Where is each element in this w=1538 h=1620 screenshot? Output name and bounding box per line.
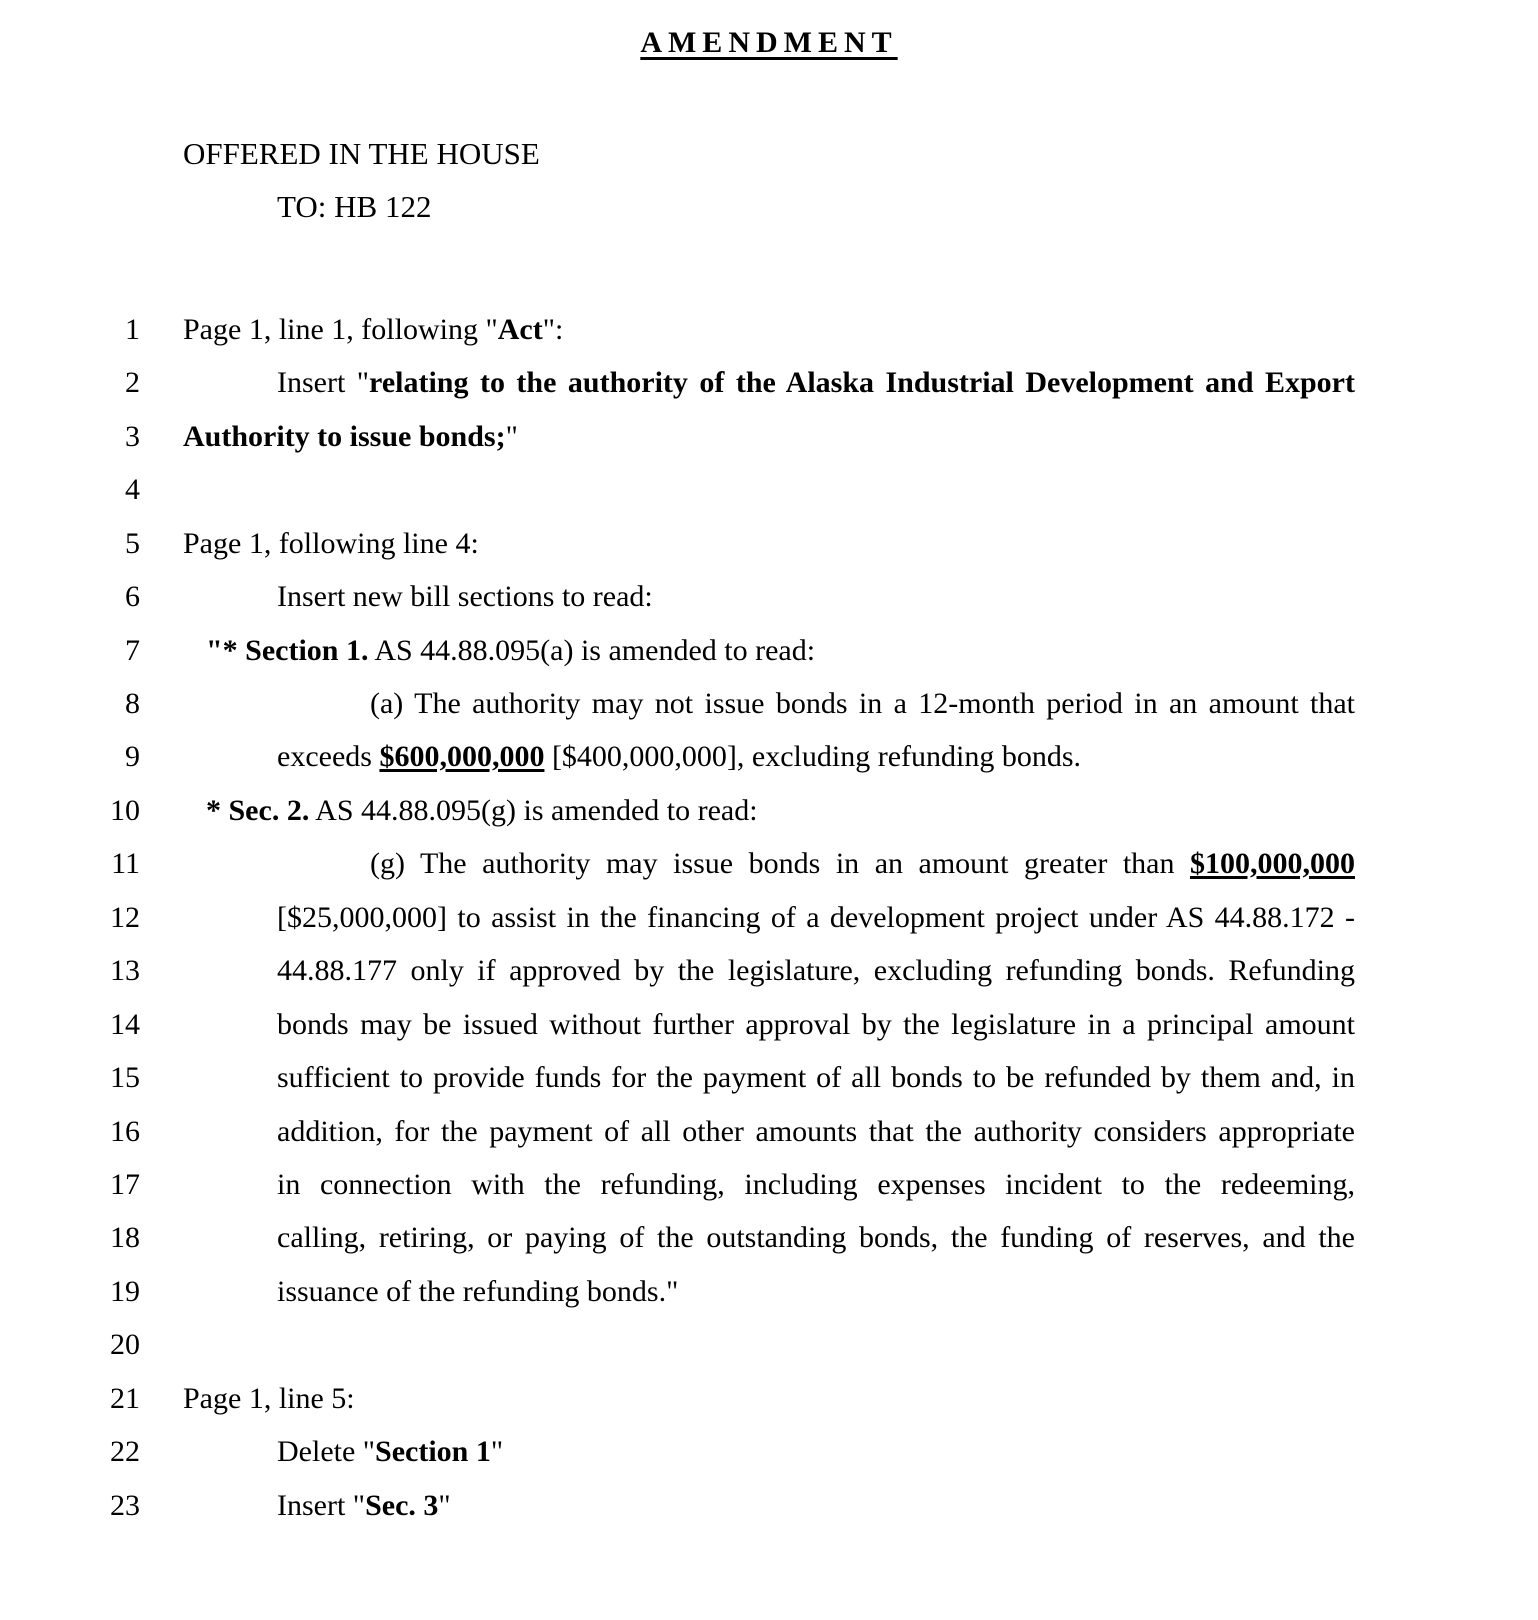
- line-number: 10: [110, 794, 140, 827]
- line-number: 17: [110, 1168, 140, 1201]
- line-text: Page 1, line 1, following "Act":: [183, 313, 564, 346]
- line-text: Page 1, following line 4:: [183, 527, 479, 560]
- line-text: issuance of the refunding bonds.": [277, 1275, 679, 1308]
- line-number: 21: [110, 1382, 140, 1415]
- line-number: 5: [125, 527, 140, 560]
- line-number: 14: [110, 1008, 140, 1041]
- line-number: 7: [125, 634, 140, 667]
- line-number: 1: [125, 313, 140, 346]
- line-text: bonds may be issued without further approval by the legislature in a principal amount: [277, 1008, 1355, 1041]
- line-number: 11: [111, 847, 140, 880]
- line-number: 3: [125, 420, 140, 453]
- section-heading: "* Section 1. AS 44.88.095(a) is amended to read:: [206, 634, 816, 667]
- line-number: 19: [110, 1275, 140, 1308]
- line-text: calling, retiring, or paying of the outstanding bonds, the funding of reserves, and the: [277, 1221, 1355, 1254]
- line-text: [$25,000,000] to assist in the financing of a development project under AS 44.88.172 -: [277, 901, 1355, 934]
- line-number: 9: [125, 740, 140, 773]
- line-number: 15: [110, 1061, 140, 1094]
- line-text: exceeds $600,000,000 [$400,000,000], excluding refunding bonds.: [277, 740, 1082, 773]
- line-number: 20: [110, 1328, 140, 1361]
- new-amount: $600,000,000: [379, 740, 545, 773]
- line-number: 16: [110, 1115, 140, 1148]
- line-text: Insert new bill sections to read:: [277, 580, 653, 613]
- line-number: 13: [110, 954, 140, 987]
- section-heading: * Sec. 2. AS 44.88.095(g) is amended to read:: [206, 794, 758, 827]
- document-title: AMENDMENT: [640, 26, 898, 59]
- line-number: 2: [125, 366, 140, 399]
- line-text: Page 1, line 5:: [183, 1382, 355, 1415]
- line-text: sufficient to provide funds for the payment of all bonds to be refunded by them and, in: [277, 1061, 1355, 1094]
- line-text: (a) The authority may not issue bonds in a 12-month period in an amount that: [370, 687, 1355, 720]
- line-number: 18: [110, 1221, 140, 1254]
- line-text: addition, for the payment of all other amounts that the authority considers appropriate: [277, 1115, 1355, 1148]
- line-number: 23: [110, 1489, 140, 1522]
- line-text: Insert "relating to the authority of the Alaska Industrial Development and Export: [277, 366, 1355, 399]
- line-number: 6: [125, 580, 140, 613]
- line-text: Authority to issue bonds;": [183, 420, 518, 453]
- line-number: 22: [110, 1435, 140, 1468]
- to-bill: TO: HB 122: [277, 189, 432, 224]
- line-text: 44.88.177 only if approved by the legislature, excluding refunding bonds. Refunding: [277, 954, 1355, 987]
- line-text: Insert "Sec. 3": [277, 1489, 451, 1522]
- line-text: Delete "Section 1": [277, 1435, 504, 1468]
- new-amount: $100,000,000: [1190, 847, 1355, 880]
- line-number: 12: [110, 901, 140, 934]
- offered-in-house: OFFERED IN THE HOUSE: [183, 136, 540, 171]
- line-text: in connection with the refunding, including expenses incident to the redeeming,: [277, 1168, 1355, 1201]
- line-text: (g) The authority may issue bonds in an amount greater than $100,000,000: [370, 847, 1355, 880]
- line-number: 8: [125, 687, 140, 720]
- line-number: 4: [125, 473, 140, 506]
